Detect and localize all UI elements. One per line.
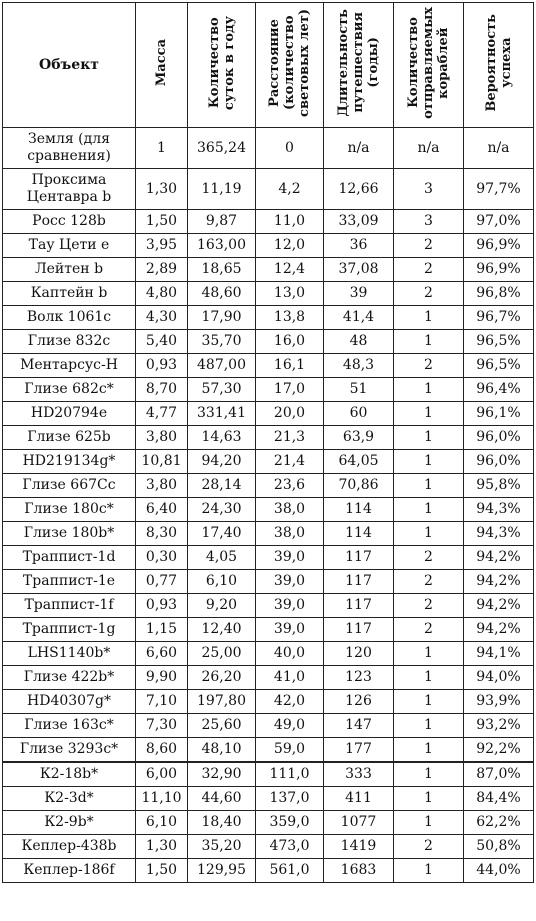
- table-row: [3, 169, 534, 210]
- cell-distance: 39,0: [256, 546, 324, 570]
- cell-object: Ментарсус-Н: [3, 354, 136, 378]
- cell-distance: 41,0: [256, 666, 324, 690]
- cell-object: Глизе 180с*: [3, 498, 136, 522]
- cell-duration: 39: [324, 282, 394, 306]
- cell-object: Траппист-1g: [3, 618, 136, 642]
- cell-object: LHS1140b*: [3, 642, 136, 666]
- cell-mass: 1,30: [136, 169, 188, 210]
- table-row: [3, 666, 534, 690]
- table-row: [3, 522, 534, 546]
- cell-days: 9,87: [188, 210, 256, 234]
- cell-probability: 50,8%: [464, 835, 534, 859]
- cell-ships: 3: [394, 169, 464, 210]
- cell-object: К2-18b*: [3, 762, 136, 787]
- cell-days: 17,90: [188, 306, 256, 330]
- header-travel-duration: Длительность путешествия (годы): [324, 3, 394, 128]
- cell-duration: 117: [324, 594, 394, 618]
- cell-object: Глизе 832с: [3, 330, 136, 354]
- cell-probability: 95,8%: [464, 474, 534, 498]
- cell-distance: 11,0: [256, 210, 324, 234]
- cell-probability: 94,2%: [464, 618, 534, 642]
- cell-mass: 6,40: [136, 498, 188, 522]
- cell-mass: 10,81: [136, 450, 188, 474]
- cell-ships: 1: [394, 642, 464, 666]
- cell-days: 57,30: [188, 378, 256, 402]
- cell-object: Глизе 180b*: [3, 522, 136, 546]
- cell-probability: n/a: [464, 128, 534, 169]
- cell-probability: 87,0%: [464, 762, 534, 787]
- table-row: [3, 546, 534, 570]
- cell-ships: 1: [394, 762, 464, 787]
- cell-mass: 11,10: [136, 787, 188, 811]
- exoplanet-table: [2, 2, 534, 883]
- cell-object: К2-3d*: [3, 787, 136, 811]
- cell-ships: 2: [394, 234, 464, 258]
- cell-duration: 120: [324, 642, 394, 666]
- table-row: [3, 234, 534, 258]
- cell-duration: 117: [324, 546, 394, 570]
- cell-probability: 93,9%: [464, 690, 534, 714]
- cell-ships: 1: [394, 738, 464, 763]
- table-row: [3, 282, 534, 306]
- table-row: [3, 258, 534, 282]
- cell-mass: 0,77: [136, 570, 188, 594]
- cell-duration: 177: [324, 738, 394, 763]
- cell-duration: 1419: [324, 835, 394, 859]
- cell-mass: 9,90: [136, 666, 188, 690]
- cell-object: Кеплер-438b: [3, 835, 136, 859]
- cell-days: 9,20: [188, 594, 256, 618]
- cell-ships: 2: [394, 354, 464, 378]
- cell-days: 11,19: [188, 169, 256, 210]
- cell-ships: 2: [394, 570, 464, 594]
- cell-object: Глизе 422b*: [3, 666, 136, 690]
- cell-mass: 3,80: [136, 474, 188, 498]
- cell-object: Глизе 3293с*: [3, 738, 136, 763]
- table-row: [3, 618, 534, 642]
- table-row: [3, 787, 534, 811]
- cell-duration: 126: [324, 690, 394, 714]
- cell-probability: 94,2%: [464, 594, 534, 618]
- table-row: [3, 330, 534, 354]
- cell-distance: 38,0: [256, 498, 324, 522]
- cell-duration: 114: [324, 522, 394, 546]
- cell-duration: 147: [324, 714, 394, 738]
- cell-probability: 96,9%: [464, 258, 534, 282]
- cell-duration: 1077: [324, 811, 394, 835]
- cell-duration: 37,08: [324, 258, 394, 282]
- cell-duration: 117: [324, 618, 394, 642]
- cell-days: 4,05: [188, 546, 256, 570]
- header-mass: Масса: [136, 3, 188, 128]
- cell-distance: 59,0: [256, 738, 324, 763]
- cell-probability: 96,4%: [464, 378, 534, 402]
- cell-duration: 51: [324, 378, 394, 402]
- cell-ships: 1: [394, 498, 464, 522]
- cell-mass: 6,60: [136, 642, 188, 666]
- table-row: [3, 714, 534, 738]
- table-row: [3, 570, 534, 594]
- cell-probability: 94,3%: [464, 522, 534, 546]
- cell-days: 17,40: [188, 522, 256, 546]
- cell-object: Каптейн b: [3, 282, 136, 306]
- cell-duration: 123: [324, 666, 394, 690]
- cell-mass: 1,50: [136, 210, 188, 234]
- cell-probability: 97,7%: [464, 169, 534, 210]
- cell-distance: 359,0: [256, 811, 324, 835]
- table-row: [3, 128, 534, 169]
- cell-days: 26,20: [188, 666, 256, 690]
- cell-distance: 39,0: [256, 570, 324, 594]
- cell-object: Траппист-1f: [3, 594, 136, 618]
- cell-mass: 7,10: [136, 690, 188, 714]
- cell-duration: 64,05: [324, 450, 394, 474]
- cell-distance: 4,2: [256, 169, 324, 210]
- cell-mass: 7,30: [136, 714, 188, 738]
- cell-ships: 1: [394, 522, 464, 546]
- cell-object: Волк 1061с: [3, 306, 136, 330]
- table-row: [3, 738, 534, 763]
- cell-duration: 1683: [324, 859, 394, 883]
- table-body: [3, 128, 534, 883]
- cell-distance: 20,0: [256, 402, 324, 426]
- cell-distance: 16,0: [256, 330, 324, 354]
- cell-object: Глизе 625b: [3, 426, 136, 450]
- cell-mass: 3,80: [136, 426, 188, 450]
- cell-ships: 1: [394, 787, 464, 811]
- cell-days: 18,65: [188, 258, 256, 282]
- cell-distance: 21,4: [256, 450, 324, 474]
- cell-ships: 1: [394, 714, 464, 738]
- cell-duration: 48,3: [324, 354, 394, 378]
- table-row: [3, 210, 534, 234]
- cell-ships: 1: [394, 450, 464, 474]
- table-row: [3, 859, 534, 883]
- cell-mass: 2,89: [136, 258, 188, 282]
- cell-probability: 97,0%: [464, 210, 534, 234]
- cell-days: 25,60: [188, 714, 256, 738]
- cell-duration: 411: [324, 787, 394, 811]
- cell-probability: 96,8%: [464, 282, 534, 306]
- cell-object: Земля (для сравнения): [3, 128, 136, 169]
- table-row: [3, 498, 534, 522]
- cell-object: Лейтен b: [3, 258, 136, 282]
- cell-distance: 12,4: [256, 258, 324, 282]
- cell-object: Кеплер-186f: [3, 859, 136, 883]
- cell-ships: 1: [394, 690, 464, 714]
- cell-days: 25,00: [188, 642, 256, 666]
- header-ships-count: Количество отправляемых кораблей: [394, 3, 464, 128]
- cell-duration: 41,4: [324, 306, 394, 330]
- cell-ships: 1: [394, 306, 464, 330]
- cell-ships: 2: [394, 594, 464, 618]
- cell-distance: 13,8: [256, 306, 324, 330]
- table-row: [3, 811, 534, 835]
- cell-probability: 62,2%: [464, 811, 534, 835]
- cell-object: Глизе 163с*: [3, 714, 136, 738]
- cell-ships: 1: [394, 402, 464, 426]
- cell-days: 32,90: [188, 762, 256, 787]
- cell-duration: 48: [324, 330, 394, 354]
- cell-days: 35,20: [188, 835, 256, 859]
- cell-ships: 3: [394, 210, 464, 234]
- cell-mass: 8,30: [136, 522, 188, 546]
- cell-days: 14,63: [188, 426, 256, 450]
- cell-duration: 117: [324, 570, 394, 594]
- cell-mass: 3,95: [136, 234, 188, 258]
- cell-mass: 0,93: [136, 354, 188, 378]
- cell-object: HD20794e: [3, 402, 136, 426]
- header-days-per-year: Количество суток в году: [188, 3, 256, 128]
- cell-probability: 96,5%: [464, 330, 534, 354]
- table-row: [3, 594, 534, 618]
- cell-mass: 5,40: [136, 330, 188, 354]
- cell-probability: 84,4%: [464, 787, 534, 811]
- cell-duration: n/a: [324, 128, 394, 169]
- cell-ships: 2: [394, 282, 464, 306]
- cell-ships: 1: [394, 330, 464, 354]
- cell-probability: 92,2%: [464, 738, 534, 763]
- cell-distance: 23,6: [256, 474, 324, 498]
- cell-ships: 2: [394, 546, 464, 570]
- cell-days: 163,00: [188, 234, 256, 258]
- header-row: [3, 3, 534, 128]
- cell-distance: 473,0: [256, 835, 324, 859]
- cell-object: HD219134g*: [3, 450, 136, 474]
- cell-mass: 0,30: [136, 546, 188, 570]
- cell-distance: 16,1: [256, 354, 324, 378]
- cell-distance: 21,3: [256, 426, 324, 450]
- cell-object: Глизе 682с*: [3, 378, 136, 402]
- cell-duration: 36: [324, 234, 394, 258]
- cell-duration: 70,86: [324, 474, 394, 498]
- table-row: [3, 354, 534, 378]
- cell-distance: 137,0: [256, 787, 324, 811]
- cell-mass: 6,10: [136, 811, 188, 835]
- cell-days: 48,10: [188, 738, 256, 763]
- cell-ships: 2: [394, 835, 464, 859]
- cell-ships: n/a: [394, 128, 464, 169]
- cell-object: Проксима Центавра b: [3, 169, 136, 210]
- cell-probability: 94,3%: [464, 498, 534, 522]
- cell-ships: 2: [394, 618, 464, 642]
- table-row: [3, 378, 534, 402]
- cell-probability: 93,2%: [464, 714, 534, 738]
- cell-ships: 1: [394, 474, 464, 498]
- cell-probability: 94,1%: [464, 642, 534, 666]
- cell-days: 28,14: [188, 474, 256, 498]
- cell-ships: 2: [394, 258, 464, 282]
- cell-mass: 8,60: [136, 738, 188, 763]
- cell-probability: 96,9%: [464, 234, 534, 258]
- cell-distance: 111,0: [256, 762, 324, 787]
- cell-distance: 38,0: [256, 522, 324, 546]
- cell-days: 129,95: [188, 859, 256, 883]
- cell-mass: 0,93: [136, 594, 188, 618]
- cell-distance: 12,0: [256, 234, 324, 258]
- cell-object: Траппист-1d: [3, 546, 136, 570]
- cell-distance: 40,0: [256, 642, 324, 666]
- cell-probability: 94,0%: [464, 666, 534, 690]
- cell-object: Глизе 667Сс: [3, 474, 136, 498]
- table-row: [3, 306, 534, 330]
- cell-distance: 13,0: [256, 282, 324, 306]
- cell-object: Траппист-1e: [3, 570, 136, 594]
- cell-days: 35,70: [188, 330, 256, 354]
- cell-probability: 96,0%: [464, 450, 534, 474]
- cell-mass: 4,30: [136, 306, 188, 330]
- cell-duration: 60: [324, 402, 394, 426]
- table-row: [3, 474, 534, 498]
- table-row: [3, 426, 534, 450]
- table-row: [3, 402, 534, 426]
- cell-distance: 39,0: [256, 594, 324, 618]
- cell-ships: 1: [394, 426, 464, 450]
- cell-ships: 1: [394, 378, 464, 402]
- cell-distance: 42,0: [256, 690, 324, 714]
- table-row: [3, 642, 534, 666]
- cell-object: Тау Цети е: [3, 234, 136, 258]
- cell-probability: 94,2%: [464, 570, 534, 594]
- cell-days: 487,00: [188, 354, 256, 378]
- cell-ships: 1: [394, 666, 464, 690]
- cell-ships: 1: [394, 859, 464, 883]
- cell-probability: 96,7%: [464, 306, 534, 330]
- cell-mass: 8,70: [136, 378, 188, 402]
- cell-probability: 96,0%: [464, 426, 534, 450]
- cell-probability: 96,1%: [464, 402, 534, 426]
- cell-object: Росс 128b: [3, 210, 136, 234]
- cell-days: 48,60: [188, 282, 256, 306]
- cell-probability: 96,5%: [464, 354, 534, 378]
- cell-mass: 1: [136, 128, 188, 169]
- cell-distance: 0: [256, 128, 324, 169]
- cell-duration: 12,66: [324, 169, 394, 210]
- table-row: [3, 762, 534, 787]
- cell-days: 12,40: [188, 618, 256, 642]
- cell-mass: 1,15: [136, 618, 188, 642]
- cell-days: 365,24: [188, 128, 256, 169]
- cell-mass: 6,00: [136, 762, 188, 787]
- table-row: [3, 835, 534, 859]
- cell-distance: 561,0: [256, 859, 324, 883]
- cell-object: HD40307g*: [3, 690, 136, 714]
- cell-duration: 333: [324, 762, 394, 787]
- cell-days: 24,30: [188, 498, 256, 522]
- cell-days: 44,60: [188, 787, 256, 811]
- cell-days: 197,80: [188, 690, 256, 714]
- cell-mass: 1,30: [136, 835, 188, 859]
- cell-days: 331,41: [188, 402, 256, 426]
- table-row: [3, 450, 534, 474]
- cell-probability: 94,2%: [464, 546, 534, 570]
- cell-days: 6,10: [188, 570, 256, 594]
- table-row: [3, 690, 534, 714]
- header-success-probability: Вероятность успеха: [464, 3, 534, 128]
- cell-duration: 33,09: [324, 210, 394, 234]
- header-object: Объект: [3, 3, 136, 128]
- cell-mass: 4,77: [136, 402, 188, 426]
- cell-duration: 63,9: [324, 426, 394, 450]
- cell-mass: 1,50: [136, 859, 188, 883]
- cell-distance: 17,0: [256, 378, 324, 402]
- header-distance: Расстояние (количество световых лет): [256, 3, 324, 128]
- cell-ships: 1: [394, 811, 464, 835]
- cell-days: 94,20: [188, 450, 256, 474]
- cell-days: 18,40: [188, 811, 256, 835]
- cell-probability: 44,0%: [464, 859, 534, 883]
- cell-object: К2-9b*: [3, 811, 136, 835]
- cell-distance: 39,0: [256, 618, 324, 642]
- cell-mass: 4,80: [136, 282, 188, 306]
- cell-duration: 114: [324, 498, 394, 522]
- cell-distance: 49,0: [256, 714, 324, 738]
